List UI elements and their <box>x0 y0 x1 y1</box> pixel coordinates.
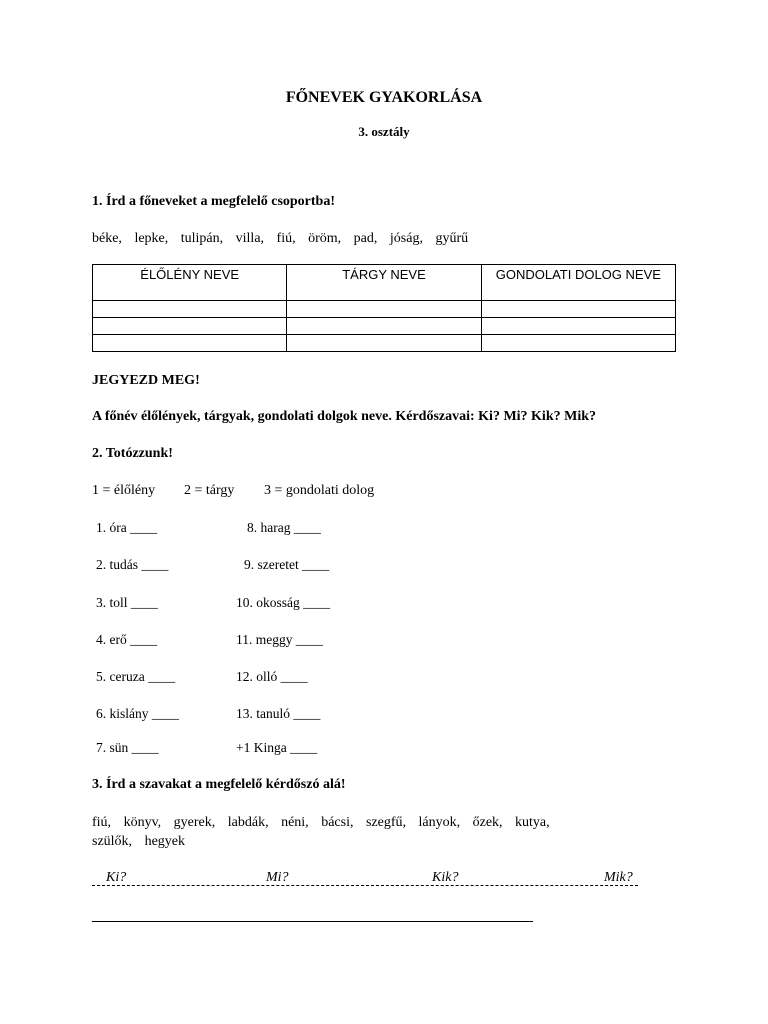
word: fiú, <box>92 815 112 830</box>
quiz-item: 11. meggy ____ <box>236 632 323 647</box>
table-cell[interactable] <box>287 335 481 352</box>
quiz-item: 10. okosság ____ <box>236 595 331 610</box>
question-word-row <box>92 870 638 888</box>
word: jóság, <box>389 231 423 246</box>
answer-line[interactable] <box>92 921 533 922</box>
column-header-object: TÁRGY NEVE <box>287 265 481 301</box>
quiz-item: 8. harag ____ <box>247 520 321 535</box>
column-header-living: ÉLŐLÉNY NEVE <box>93 265 287 301</box>
question-kik: Kik? <box>432 870 459 885</box>
table-row <box>93 301 676 318</box>
word: lányok, <box>418 815 461 830</box>
dashed-answer-line <box>92 885 638 886</box>
remember-heading: JEGYEZD MEG! <box>92 373 200 388</box>
legend-living: 1 = élőlény <box>92 483 156 498</box>
word: szegfű, <box>365 815 406 830</box>
table-cell[interactable] <box>287 301 481 318</box>
table-cell[interactable] <box>93 318 287 335</box>
table-row <box>93 318 676 335</box>
legend-object: 2 = tárgy <box>184 483 235 498</box>
noun-category-table <box>92 264 676 352</box>
word: néni, <box>281 815 309 830</box>
table-header-row <box>93 265 676 301</box>
quiz-item: 4. erő ____ <box>96 632 158 647</box>
table-cell[interactable] <box>93 335 287 352</box>
word: béke, <box>92 231 122 246</box>
word: bácsi, <box>321 815 354 830</box>
word: öröm, <box>308 231 342 246</box>
word: pad, <box>353 231 378 246</box>
legend-abstract: 3 = gondolati dolog <box>264 483 375 498</box>
quiz-item: 13. tanuló ____ <box>236 706 321 721</box>
table-cell[interactable] <box>481 301 675 318</box>
word: gyűrű <box>435 231 469 246</box>
word: gyerek, <box>173 815 216 830</box>
quiz-item: 1. óra ____ <box>96 520 158 535</box>
word: könyv, <box>123 815 162 830</box>
word: tulipán, <box>180 231 224 246</box>
quiz-item: +1 Kinga ____ <box>236 740 318 755</box>
word: kutya, <box>515 815 550 830</box>
quiz-item: 2. tudás ____ <box>96 557 169 572</box>
remember-text: A főnév élőlények, tárgyak, gondolati dolgok neve. Kérdőszavai: Ki? Mi? Kik? Mik? <box>92 409 596 424</box>
quiz-item: 9. szeretet ____ <box>244 557 330 572</box>
table-cell[interactable] <box>287 318 481 335</box>
task3-heading: 3. Írd a szavakat a megfelelő kérdőszó alá! <box>92 777 346 792</box>
quiz-item: 12. olló ____ <box>236 669 308 684</box>
table-cell[interactable] <box>481 318 675 335</box>
quiz-item: 7. sün ____ <box>96 740 159 755</box>
word: labdák, <box>227 815 269 830</box>
word: szülők, <box>92 834 133 849</box>
word: fiú, <box>276 231 296 246</box>
quiz-item: 3. toll ____ <box>96 595 158 610</box>
quiz-item: 6. kislány ____ <box>96 706 179 721</box>
question-mi: Mi? <box>266 870 289 885</box>
word: hegyek <box>144 834 185 849</box>
quiz-item: 5. ceruza ____ <box>96 669 176 684</box>
column-header-abstract: GONDOLATI DOLOG NEVE <box>481 265 675 301</box>
task3-word-list-line1 <box>92 815 559 831</box>
word: őzek, <box>472 815 503 830</box>
task1-heading: 1. Írd a főneveket a megfelelő csoportba! <box>92 194 336 209</box>
word: villa, <box>235 231 265 246</box>
table-cell[interactable] <box>481 335 675 352</box>
table-cell[interactable] <box>93 301 287 318</box>
question-mik: Mik? <box>604 870 633 885</box>
task3-word-list-line2 <box>92 834 194 850</box>
page-subtitle: 3. osztály <box>358 124 410 139</box>
word: lepke, <box>134 231 169 246</box>
question-ki: Ki? <box>106 870 127 885</box>
task2-heading: 2. Totózzunk! <box>92 446 173 461</box>
task1-word-list <box>92 231 477 247</box>
page-title: FŐNEVEK GYAKORLÁSA <box>285 89 483 106</box>
table-row <box>93 335 676 352</box>
